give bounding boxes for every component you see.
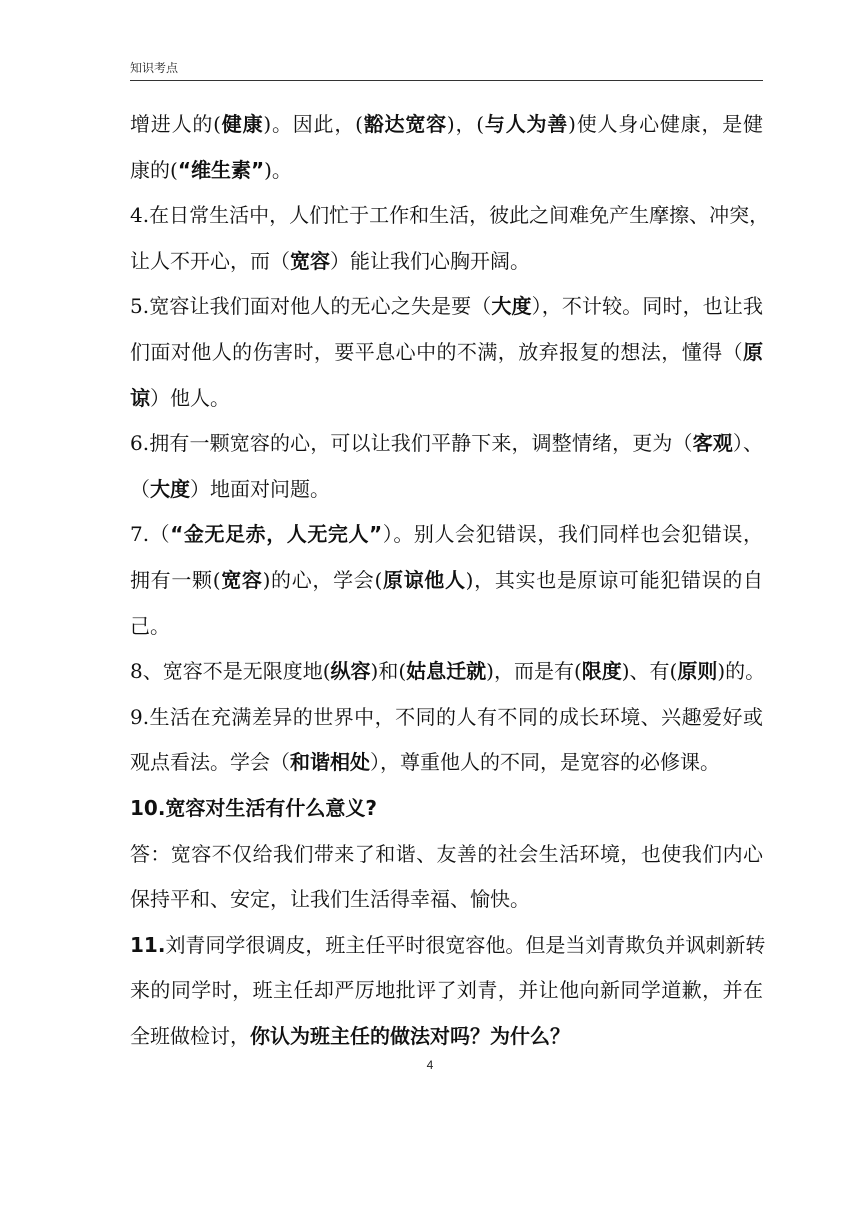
body-text: 保持平和、安定，让我们生活得幸福、愉快。	[130, 887, 530, 912]
text-line	[130, 649, 766, 695]
body-text: 5.宽容让我们面对他人的无心之失是要（	[130, 294, 492, 319]
body-text: 康的(	[130, 157, 178, 182]
page-header	[130, 58, 763, 81]
text-line	[130, 558, 763, 604]
text-line	[130, 786, 763, 832]
body-text: )的。	[717, 659, 766, 684]
bold-answer-text: 健康	[220, 112, 264, 136]
text-line	[130, 1014, 763, 1060]
text-line	[130, 832, 763, 878]
body-text: 6.拥有一颗宽容的心，可以让我们平静下来，调整情绪，更为（	[130, 431, 693, 456]
body-text: 们面对他人的伤害时，要平息心中的不满，放弃报复的想法，懂得（	[130, 339, 743, 364]
body-text: ）。别人会犯错误，我们同样也会犯错误，	[382, 522, 763, 547]
text-line	[130, 968, 763, 1014]
body-text: ），不计较。同时，也让我	[531, 294, 764, 319]
body-text: )，而是有(	[486, 659, 582, 684]
text-line	[130, 467, 763, 513]
text-line	[130, 239, 763, 285]
body-text: 9.生活在充满差异的世界中，不同的人有不同的成长环境、兴趣爱好或	[130, 704, 763, 729]
body-text: 刘青同学很调皮，班主任平时很宽容他。但是当刘青欺负并讽刺新转	[165, 932, 766, 957]
bold-answer-text: 宽容	[290, 248, 330, 273]
bold-answer-text: 原谅他人	[382, 567, 466, 592]
bold-answer-text: 限度	[581, 659, 622, 684]
body-text: ）他人。	[150, 385, 230, 410]
body-text: ）能让我们心胸开阔。	[330, 248, 530, 273]
text-line	[130, 740, 763, 786]
bold-answer-text: 大度	[491, 294, 532, 319]
document-body	[130, 102, 770, 1059]
bold-answer-text: 11.	[130, 932, 166, 957]
body-text: 8、宽容不是无限度地(	[130, 659, 331, 684]
body-text: )，其实也是原谅可能犯错误的自	[465, 567, 763, 592]
body-text: )。	[264, 157, 292, 182]
text-line	[130, 877, 763, 923]
body-text: ），尊重他人的不同，是宽容的必修课。	[370, 750, 720, 775]
text-line	[130, 376, 763, 422]
bold-answer-text: 你认为班主任的做法对吗？为什么？	[250, 1023, 570, 1048]
text-line	[130, 421, 763, 467]
body-text: 己。	[130, 613, 170, 638]
header-title: 知识考点	[130, 61, 179, 75]
body-text: 增进人的(	[130, 112, 221, 136]
text-line	[130, 695, 763, 741]
body-text: 来的同学时，班主任却严厉地批评了刘青，并让他向新同学道歉，并在	[130, 978, 763, 1003]
bold-answer-text: “金无足赤，人无完人”	[170, 522, 383, 547]
text-line	[130, 102, 763, 148]
text-line	[130, 284, 763, 330]
body-text: 让人不开心，而（	[130, 248, 290, 273]
bold-answer-text: 宽容	[220, 567, 263, 592]
text-line	[130, 512, 763, 558]
body-text: 4.在日常生活中，人们忙于工作和生活，彼此之间难免产生摩擦、冲突，	[130, 203, 770, 228]
body-text: )使人身心健康，是健	[568, 112, 764, 136]
bold-answer-text: 与人为善	[484, 112, 569, 136]
text-line	[130, 330, 763, 376]
bold-answer-text: 10.宽容对生活有什么意义?	[130, 795, 378, 820]
body-text: )，(	[446, 112, 485, 136]
bold-answer-text: 姑息迁就	[406, 659, 487, 684]
body-text: ）、	[732, 431, 764, 456]
bold-answer-text: 和谐相处	[290, 750, 370, 775]
body-text: )和(	[370, 659, 407, 684]
body-text: 拥有一颗(	[130, 567, 221, 592]
body-text: ）地面对问题。	[190, 476, 330, 501]
body-text: 答：宽容不仅给我们带来了和谐、友善的社会生活环境，也使我们内心	[130, 841, 763, 866]
bold-answer-text: “维生素”	[177, 157, 265, 182]
text-line	[130, 923, 766, 969]
body-text: )的心，学会(	[262, 567, 383, 592]
text-line	[130, 193, 770, 239]
bold-answer-text: 大度	[150, 476, 190, 501]
bold-answer-text: 客观	[692, 431, 733, 456]
bold-answer-text: 原	[743, 339, 763, 364]
text-line	[130, 148, 763, 194]
body-text: （	[130, 476, 150, 501]
body-text: 全班做检讨，	[130, 1023, 250, 1048]
body-text: 观点看法。学会（	[130, 750, 290, 775]
bold-answer-text: 纵容	[330, 659, 371, 684]
bold-answer-text: 谅	[130, 385, 150, 410]
body-text: )、有(	[621, 659, 678, 684]
bold-answer-text: 原则	[677, 659, 718, 684]
text-line	[130, 604, 763, 650]
page-number: 4	[426, 1058, 434, 1072]
bold-answer-text: 豁达宽容	[362, 112, 447, 136]
body-text: )。因此，(	[263, 112, 363, 136]
body-text: 7.（	[130, 522, 171, 547]
